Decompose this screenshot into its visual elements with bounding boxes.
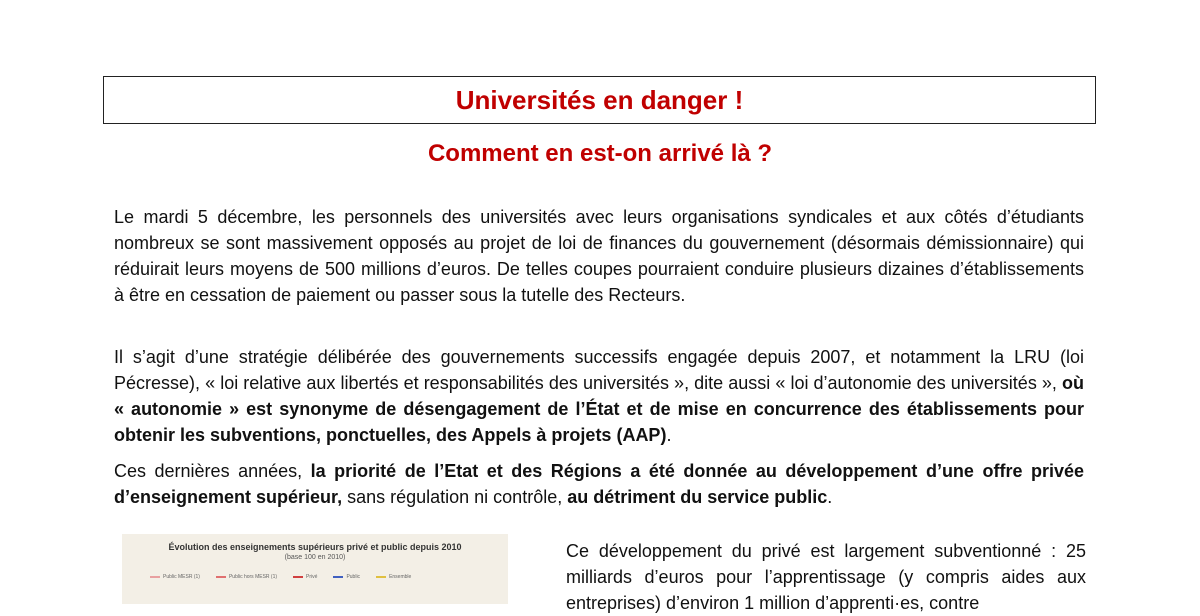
legend-label: Public hors MESR (1) (228, 574, 278, 580)
page-subtitle: Comment en est-on arrivé là ? (427, 140, 773, 167)
legend-label: Privé (306, 574, 318, 580)
legend-swatch (150, 576, 160, 578)
legend-swatch (376, 576, 386, 578)
paragraph-private-emphasis-2: au détriment du service public (567, 487, 828, 507)
legend-item (293, 574, 317, 580)
paragraph-private (114, 458, 1084, 510)
chart-image-title: Évolution des enseignements supérieurs privé et public depuis 2010 (168, 542, 462, 552)
legend-swatch (216, 576, 226, 578)
paragraph-private-start: Ces dernières années, (114, 461, 311, 481)
legend-label: Public (346, 574, 361, 580)
legend-item (150, 574, 200, 580)
legend-item (376, 574, 411, 580)
legend-swatch (293, 576, 303, 578)
paragraph-private-emphasis-1: la priorité de l’Etat et des Régions a été donnée au développement d’une offre privée d’enseignement supérieur, (114, 461, 1085, 507)
legend-label: Ensemble (389, 574, 412, 580)
title-box (103, 76, 1096, 124)
page-title: Universités en danger ! (455, 84, 744, 115)
chart-image (122, 534, 508, 604)
legend-label: Public MESR (1) (163, 574, 200, 580)
paragraph-intro: Le mardi 5 décembre, les personnels des universités avec leurs organisations syndicales et aux côtés d’étudiants nombreux se sont massivement opposés au projet de loi de finances du gouvernement (désormais démissionnaire) qui réduirait leurs moyens de 500 millions d’euros. De telles coupes pourraient conduire plusieurs dizaines d’établissements à être en cessation de paiement ou passer sous la tutelle des Recteurs. (114, 207, 1084, 305)
paragraph-lru-emphasis: où « autonomie » est synonyme de désengagement de l’État et de mise en concurrence des établissements pour obtenir les subventions, ponctuelles, des Appels à projets (AAP) (114, 373, 1084, 445)
paragraph-lru-end: . (666, 425, 672, 445)
paragraph-subsidies: Ce développement du privé est largement subventionné : 25 milliards d’euros pour l’apprentissage (y compris aides aux entreprises) d’environ 1 million d’apprenti·es, contre (566, 541, 1086, 613)
paragraph-private-end: . (827, 487, 833, 507)
paragraph-private-middle: sans régulation ni contrôle, (342, 487, 568, 507)
legend-item (216, 574, 277, 580)
chart-legend (150, 574, 498, 580)
paragraph-lru (114, 344, 1084, 448)
paragraph-lru-text: Il s’agit d’une stratégie délibérée des gouvernements successifs engagée depuis 2007, et notamment la LRU (loi Pécresse), « loi relative aux libertés et responsabilités des universités », dite aussi « loi d’autonomie des universités », (114, 347, 1084, 393)
legend-swatch (333, 576, 343, 578)
legend-item (333, 574, 360, 580)
chart-image-subtitle: (base 100 en 2010) (284, 554, 346, 561)
